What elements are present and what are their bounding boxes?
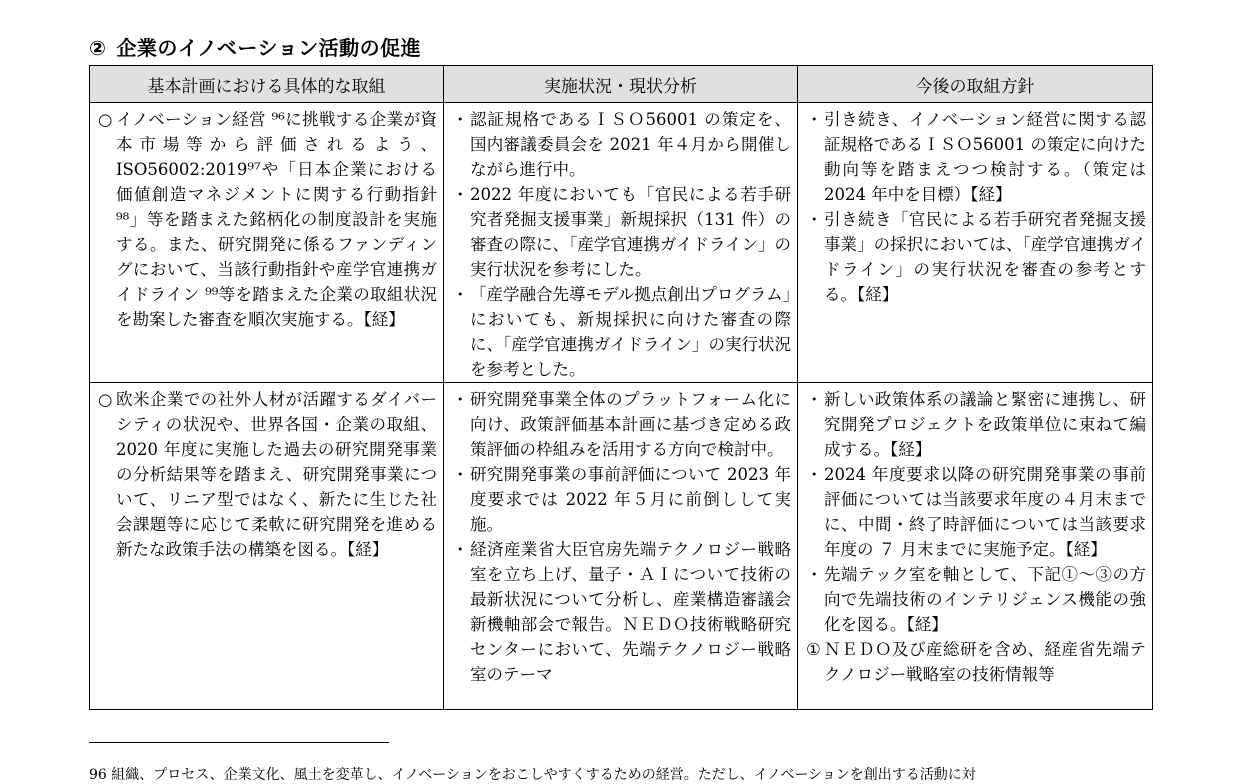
item-text: 引き続き、イノベーション経営に関する認証規格であるＩＳＯ56001 の策定に向けた動向等を踏まえつつ検討する。（策定は 2024 年中を目標）【経】: [824, 110, 1146, 204]
cell-status: [444, 103, 798, 383]
item-marker: ・: [452, 465, 469, 484]
item-marker: ・: [452, 285, 469, 304]
list-item: [452, 282, 791, 382]
item-marker: ・: [452, 390, 469, 409]
item-text: 新しい政策体系の議論と緊密に連携し、研究開発プロジェクトを政策単位に束ねて編成する。【経】: [824, 390, 1146, 459]
item-marker: ・: [452, 110, 469, 129]
table-header-row: [90, 66, 1153, 103]
item-text: 経済産業省大臣官房先端テクノロジー戦略室を立ち上げ、量子・ＡＩについて技術の最新状況について分析し、産業構造審議会新機軸部会で報告。ＮＥＤＯ技術戦略研究センターにおいて、先端テクノロジー戦略室のテーマ: [470, 540, 791, 684]
item-text: イノベーション経営 ⁹⁶に挑戦する企業が資本市場等から評価されるよう、ISO56002:2019⁹⁷や「日本企業における価値創造マネジメントに関する行動指針 ⁹⁸」等を踏まえた銘柄化の制度設計を実施する。また、研究開発に係るファンディングにおいて、当該行動指針や産学官連携ガイドライン ⁹⁹等を踏まえた企業の取組状況を勘案した審査を順次実施する。【経】: [116, 110, 437, 329]
list-item: [452, 107, 791, 182]
item-marker: ①: [806, 640, 821, 659]
cell-plan: [90, 103, 444, 383]
measures-table: [89, 65, 1153, 710]
list-item: [452, 462, 791, 537]
section-heading: [89, 32, 421, 61]
list-item: [806, 107, 1146, 207]
cell-policy: [798, 103, 1153, 383]
list-item: [452, 537, 791, 687]
item-marker: ・: [452, 185, 469, 204]
section-number: ②: [89, 36, 107, 60]
list-item: [98, 387, 437, 562]
item-marker: ・: [806, 465, 823, 484]
item-text: 引き続き「官民による若手研究者発掘支援事業」の採択においては、「産学官連携ガイドライン」の実行状況を審査の参考とする。【経】: [824, 210, 1146, 304]
section-title: 企業のイノベーション活動の促進: [116, 36, 422, 60]
item-marker: ○: [98, 390, 113, 409]
list-item: [806, 387, 1146, 462]
item-text: 「産学融合先導モデル拠点創出プログラム」においても、新規採択に向けた審査の際に、「産学官連携ガイドライン」の実行状況を参考とした。: [470, 285, 791, 379]
list-item: [452, 387, 791, 462]
item-text: 認証規格であるＩＳＯ56001 の策定を、国内審議委員会を 2021 年４月から開催しながら進行中。: [470, 110, 791, 179]
cell-plan: [90, 383, 444, 710]
item-text: 研究開発事業の事前評価について 2023 年度要求では 2022 年５月に前倒しして実施。: [470, 465, 791, 534]
item-marker: ・: [806, 390, 823, 409]
item-marker: ・: [806, 565, 823, 584]
header-status: 実施状況・現状分析: [444, 66, 798, 103]
footnote-divider: [89, 742, 389, 743]
item-text: 先端テック室を軸として、下記①～③の方向で先端技術のインテリジェンス機能の強化を図る。【経】: [824, 565, 1146, 634]
item-marker: ・: [806, 210, 823, 229]
item-marker: ・: [806, 110, 823, 129]
item-text: 2024 年度要求以降の研究開発事業の事前評価については当該要求年度の４月末までに、中間・終了時評価については当該要求年度の ７ 月末までに実施予定。【経】: [824, 465, 1146, 559]
table-row: [90, 383, 1153, 710]
cell-policy: [798, 383, 1153, 710]
header-plan: 基本計画における具体的な取組: [90, 66, 444, 103]
item-text: 研究開発事業全体のプラットフォーム化に向け、政策評価基本計画に基づき定める政策評価の枠組みを活用する方向で検討中。: [470, 390, 791, 459]
item-text: 欧米企業での社外人材が活躍するダイバーシティの状況や、世界各国・企業の取組、2020 年度に実施した過去の研究開発事業の分析結果等を踏まえ、研究開発事業について、リニア型ではなく、新たに生じた社会課題等に応じて柔軟に研究開発を進める新たな政策手法の構築を図る。【経】: [116, 390, 437, 559]
list-item: [806, 207, 1146, 307]
table-row: [90, 103, 1153, 383]
list-item: [806, 562, 1146, 637]
header-policy: 今後の取組方針: [798, 66, 1153, 103]
footnote: 96 組織、プロセス、企業文化、風土を変革し、イノベーションをおこしやすくするための経営。ただし、イノベーションを創出する活動に対: [89, 767, 976, 783]
list-item: [452, 182, 791, 282]
item-text: ＮＥＤＯ及び産総研を含め、経産省先端テクノロジー戦略室の技術情報等: [824, 640, 1146, 684]
cell-status: [444, 383, 798, 710]
item-marker: ○: [98, 110, 113, 129]
item-marker: ・: [452, 540, 469, 559]
list-item: [806, 462, 1146, 562]
list-item: [806, 637, 1146, 687]
item-text: 2022 年度においても「官民による若手研究者発掘支援事業」新規採択（131 件）の審査の際に、「産学官連携ガイドライン」の実行状況を参考にした。: [470, 185, 791, 279]
list-item: [98, 107, 437, 332]
